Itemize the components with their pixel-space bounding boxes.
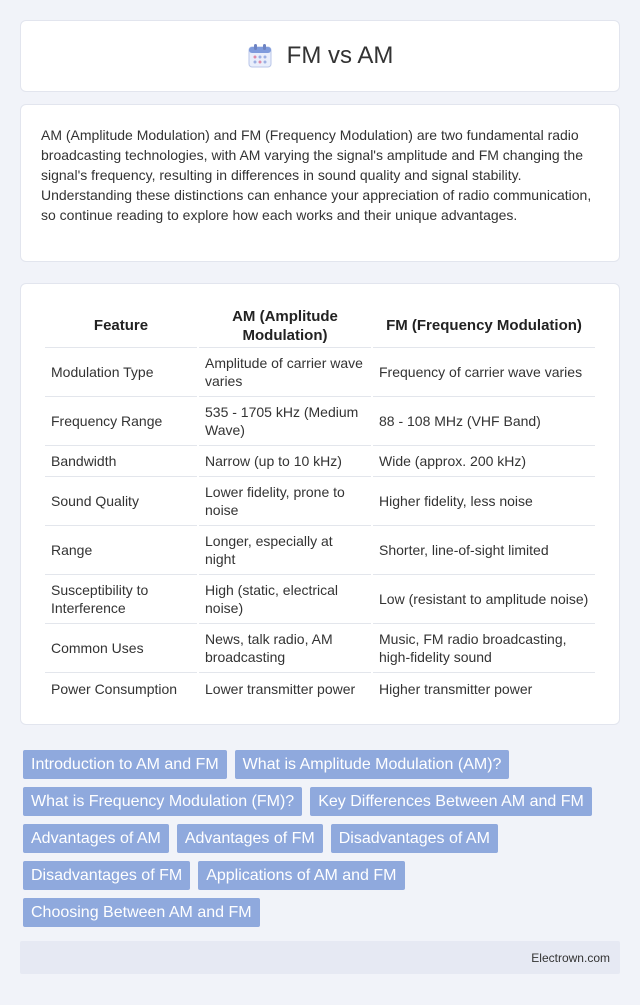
tag-row	[23, 898, 623, 927]
tag-row	[23, 861, 623, 890]
fm-cell: Wide (approx. 200 kHz)	[373, 446, 595, 477]
am-cell: News, talk radio, AM broadcasting	[199, 624, 371, 673]
footer	[20, 941, 620, 974]
table-row	[45, 575, 595, 624]
am-cell: Narrow (up to 10 kHz)	[199, 446, 371, 477]
table-row	[45, 348, 595, 397]
am-cell: Longer, especially at night	[199, 526, 371, 575]
feature-cell: Bandwidth	[45, 446, 197, 477]
page-title: FM vs AM	[286, 42, 394, 69]
feature-cell: Power Consumption	[51, 680, 178, 697]
am-cell: Lower transmitter power	[205, 680, 356, 697]
tag-advantages-fm[interactable]: Advantages of FM	[177, 824, 323, 853]
feature-cell: Range	[45, 526, 197, 575]
table-row	[45, 624, 595, 673]
table-row	[45, 477, 595, 526]
title-card	[20, 20, 620, 92]
calendar-icon	[247, 43, 273, 69]
intro-card	[20, 104, 620, 262]
tag-row	[23, 787, 623, 816]
tag-disadvantages-fm[interactable]: Disadvantages of FM	[23, 861, 190, 890]
comparison-table	[43, 304, 597, 704]
header-fm: FM (Frequency Modulation)	[373, 304, 595, 348]
tag-key-differences[interactable]: Key Differences Between AM and FM	[310, 787, 592, 816]
tag-applications[interactable]: Applications of AM and FM	[198, 861, 404, 890]
am-cell: High (static, electrical noise)	[199, 575, 371, 624]
fm-cell: Higher transmitter power	[379, 680, 533, 697]
tag-advantages-am[interactable]: Advantages of AM	[23, 824, 169, 853]
tag-choosing[interactable]: Choosing Between AM and FM	[23, 898, 260, 927]
tag-what-is-am[interactable]: What is Amplitude Modulation (AM)?	[235, 750, 510, 779]
header-feature: Feature	[45, 304, 197, 348]
tag-row	[23, 824, 623, 853]
tag-what-is-fm[interactable]: What is Frequency Modulation (FM)?	[23, 787, 302, 816]
fm-cell: Low (resistant to amplitude noise)	[373, 575, 595, 624]
tag-row	[23, 750, 623, 779]
table-row	[45, 397, 595, 446]
am-cell: Lower fidelity, prone to noise	[199, 477, 371, 526]
topic-tags	[23, 750, 623, 935]
title-wrap	[247, 42, 394, 70]
fm-cell: 88 - 108 MHz (VHF Band)	[373, 397, 595, 446]
feature-cell: Frequency Range	[45, 397, 197, 446]
intro-paragraph: AM (Amplitude Modulation) and FM (Frequency Modulation) are two fundamental radio broadcasting technologies, with AM varying the signal's amplitude and FM changing the signal's frequency, resulting in differences in sound quality and signal stability. Understanding these distinctions can enhance your appreciation of radio communication, so continue reading to explore how each works and their unique advantages.	[41, 127, 592, 223]
tag-introduction[interactable]: Introduction to AM and FM	[23, 750, 227, 779]
table-row	[45, 446, 595, 477]
tag-disadvantages-am[interactable]: Disadvantages of AM	[331, 824, 498, 853]
fm-cell: Higher fidelity, less noise	[373, 477, 595, 526]
feature-cell: Sound Quality	[45, 477, 197, 526]
am-cell: Amplitude of carrier wave varies	[199, 348, 371, 397]
feature-cell: Modulation Type	[45, 348, 197, 397]
table-row	[45, 673, 595, 704]
fm-cell: Music, FM radio broadcasting, high-fidelity sound	[373, 624, 595, 673]
fm-cell: Shorter, line-of-sight limited	[373, 526, 595, 575]
comparison-table-card	[20, 283, 620, 725]
table-row	[45, 526, 595, 575]
feature-cell: Common Uses	[45, 624, 197, 673]
header-am: AM (Amplitude Modulation)	[199, 304, 371, 348]
footer-site-link[interactable]: Electrown.com	[531, 950, 610, 965]
table-header-row	[45, 304, 595, 348]
am-cell: 535 - 1705 kHz (Medium Wave)	[199, 397, 371, 446]
feature-cell: Susceptibility to Interference	[45, 575, 197, 624]
fm-cell: Frequency of carrier wave varies	[373, 348, 595, 397]
